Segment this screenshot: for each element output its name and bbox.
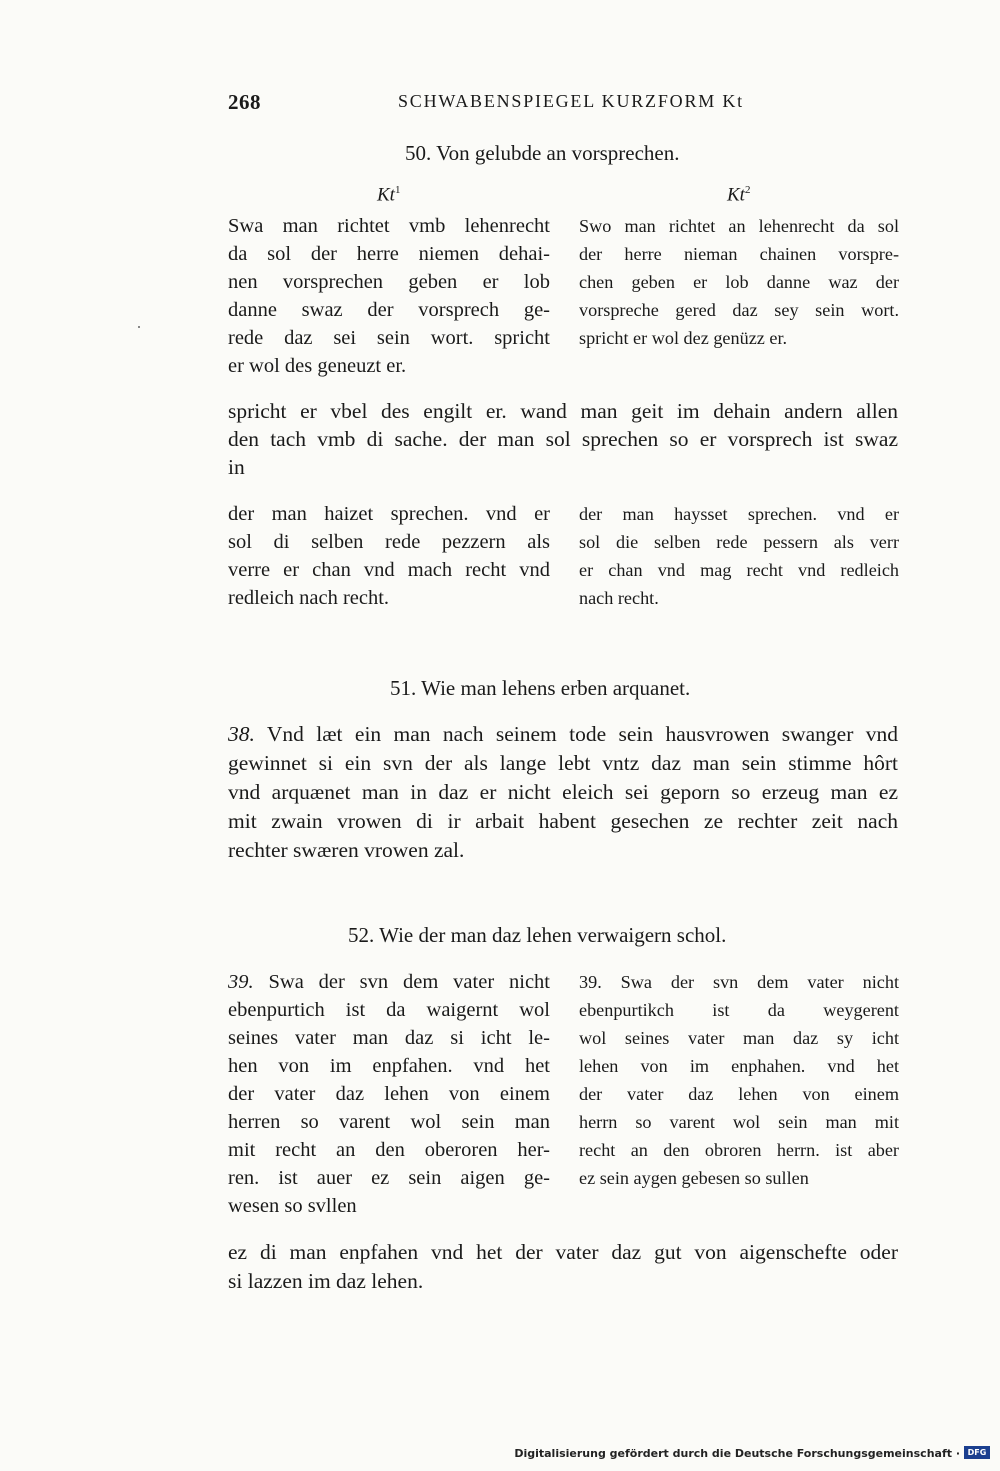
text-line: ez sein aygen gebesen so sullen <box>579 1168 809 1188</box>
text-line: redleich nach recht. <box>228 587 390 609</box>
section-50-title: 50. Von gelubde an vorsprechen. <box>405 141 680 165</box>
text-line: chen geben er lob danne waz der <box>579 272 899 292</box>
text-line: sol di selben rede pezzern als <box>228 531 550 553</box>
text-line: der vater daz lehen von einem <box>228 1083 550 1105</box>
text-line: nach recht. <box>579 588 659 608</box>
text-line: der herre nieman chainen vorspre- <box>579 244 899 264</box>
page-number: 268 <box>228 90 261 114</box>
text-line: si lazzen im daz lehen. <box>228 1269 424 1293</box>
text-line: ren. ist auer ez sein aigen ge- <box>228 1167 550 1189</box>
text-line: herren so varent wol sein man <box>228 1111 550 1133</box>
text-line: der vater daz lehen von einem <box>579 1084 899 1104</box>
text-line: in <box>228 455 245 479</box>
paragraph-number: 38. <box>228 722 255 746</box>
text-line: der man haizet sprechen. vnd er <box>228 503 550 525</box>
text-line: ebenpurtich ist da waigernt wol <box>228 999 550 1021</box>
column-heading-kt1: Kt$^1$ <box>377 184 401 206</box>
text-line: herrn so varent wol sein man mit <box>579 1112 899 1132</box>
text-line: 39. Swa der svn dem vater nicht <box>579 972 899 992</box>
digitization-credit: Digitalisierung gefördert durch die Deutsche Forschungsgemeinschaft · <box>514 1447 960 1460</box>
text-line: er chan vnd mag recht vnd redleich <box>579 560 899 580</box>
paragraph-number: 39. <box>228 971 254 993</box>
text-line: seines vater man daz si icht le- <box>228 1027 550 1049</box>
text-line: da sol der herre niemen dehai- <box>228 243 550 265</box>
text-line: wesen so svllen <box>228 1195 357 1217</box>
text-line: mit recht an den oberoren her- <box>228 1139 550 1161</box>
column-heading-kt2: Kt$^2$ <box>727 184 751 206</box>
text-line: wol seines vater man daz sy icht <box>579 1028 899 1048</box>
text-line: gewinnet si ein svn der als lange lebt vntz daz man sein stimme hôrt <box>228 751 898 775</box>
running-title: SCHWABENSPIEGEL KURZFORM Kt <box>398 91 744 111</box>
text-line: 38. Vnd læt ein man nach seinem tode sein hausvrowen swanger vnd <box>228 722 898 746</box>
text-line: recht an den obroren herrn. ist aber <box>579 1140 899 1160</box>
text-line: vnd arquænet man in daz er nicht eleich sei geporn so erzeug man ez <box>228 780 898 804</box>
text-line: mit zwain vrowen di ir arbait habent gesechen ze rechter zeit nach <box>228 809 898 833</box>
text-line: nen vorsprechen geben er lob <box>228 271 550 293</box>
text-line: er wol des geneuzt er. <box>228 355 407 377</box>
text-line: hen von im enpfahen. vnd het <box>228 1055 550 1077</box>
section-51-title: 51. Wie man lehens erben arquanet. <box>390 676 691 700</box>
text-line: 39. Swa der svn dem vater nicht <box>228 971 550 993</box>
text-line: danne swaz der vorsprech ge- <box>228 299 550 321</box>
text-line: spricht er vbel des engilt er. wand man geit im dehain andern allen <box>228 399 898 423</box>
section-52-title: 52. Wie der man daz lehen verwaigern schol. <box>348 923 727 947</box>
text-line: den tach vmb di sache. der man sol sprechen so er vorsprech ist swaz <box>228 427 898 451</box>
text-line: ebenpurtikch ist da weygerent <box>579 1000 899 1020</box>
text-line: rede daz sei sein wort. spricht <box>228 327 550 349</box>
scan-speck <box>138 326 140 328</box>
text-line: verre er chan vnd mach recht vnd <box>228 559 550 581</box>
text-line: spricht er wol dez genüzz er. <box>579 328 788 348</box>
text-line: ez di man enpfahen vnd het der vater daz gut von aigenschefte oder <box>228 1240 898 1264</box>
dfg-logo: DFG <box>964 1446 990 1459</box>
text-line: Swa man richtet vmb lehenrecht <box>228 215 550 237</box>
text-line: rechter swæren vrowen zal. <box>228 838 465 862</box>
text-line: lehen von im enphahen. vnd het <box>579 1056 899 1076</box>
text-line: vorspreche gered daz sey sein wort. <box>579 300 899 320</box>
text-line: der man haysset sprechen. vnd er <box>579 504 899 524</box>
text-line: Swo man richtet an lehenrecht da sol <box>579 216 899 236</box>
text-line: sol die selben rede pessern als verr <box>579 532 899 552</box>
